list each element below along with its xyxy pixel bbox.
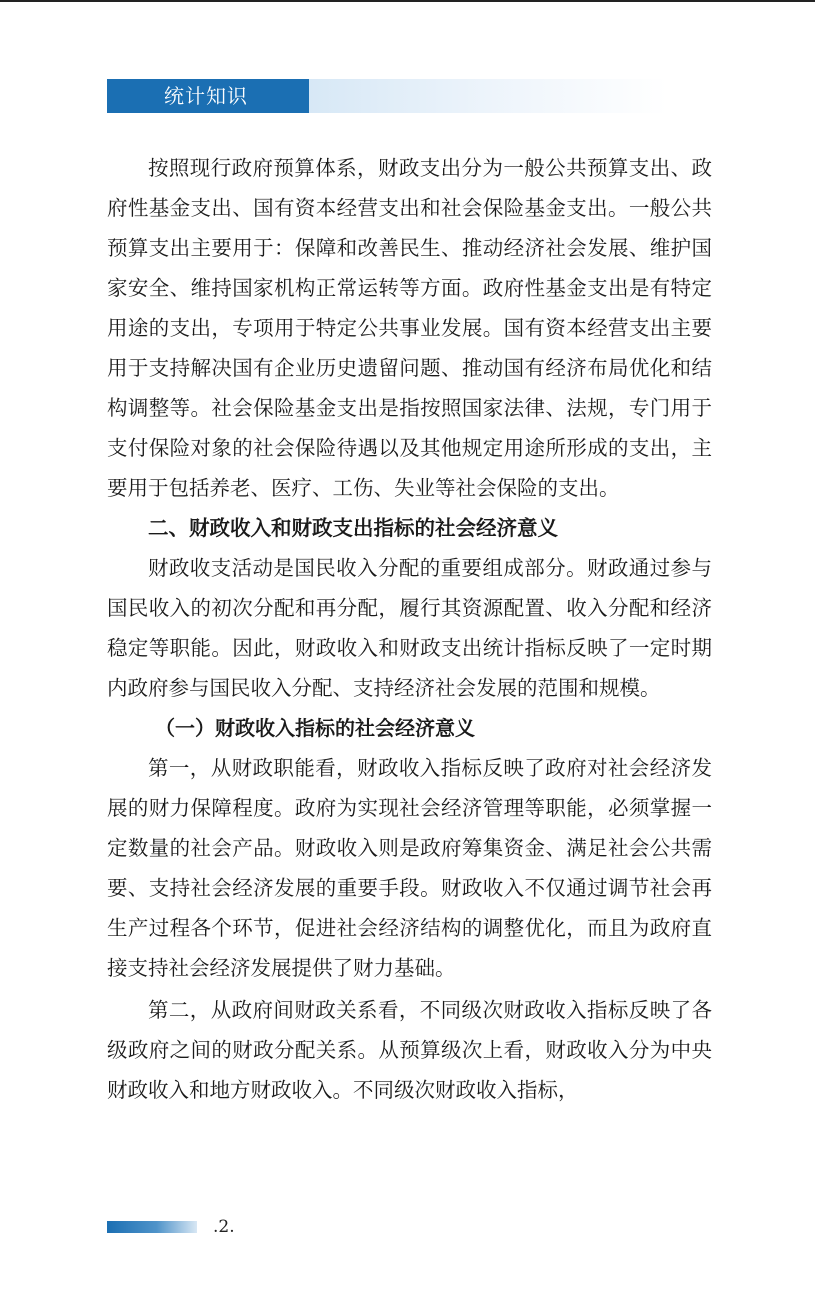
header-fade (309, 79, 667, 113)
paragraph: 按照现行政府预算体系，财政支出分为一般公共预算支出、政府性基金支出、国有资本经营支出和社会保险基金支出。一般公共预算支出主要用于：保障和改善民生、推动经济社会发展、维护国家安全、维持国家机构正常运转等方面。政府性基金支出是有特定用途的支出，专项用于特定公共事业发展。国有资本经营支出主要用于支持解决国有企业历史遗留问题、推动国有经济布局优化和结构调整等。社会保险基金支出是指按照国家法律、法规，专门用于支付保险对象的社会保险待遇以及其他规定用途所形成的支出，主要用于包括养老、医疗、工伤、失业等社会保险的支出。 (107, 156, 712, 500)
paragraph: 第一，从财政职能看，财政收入指标反映了政府对社会经济发展的财力保障程度。政府为实现社会经济管理等职能，必须掌握一定数量的社会产品。财政收入则是政府筹集资金、满足社会公共需要、支持社会经济发展的重要手段。财政收入不仅通过调节社会再生产过程各个环节，促进社会经济结构的调整优化，而且为政府直接支持社会经济发展提供了财力基础。 (107, 756, 712, 980)
paragraph: 第二，从政府间财政关系看，不同级次财政收入指标反映了各级政府之间的财政分配关系。从预算级次上看，财政收入分为中央财政收入和地方财政收入。不同级次财政收入指标， (107, 998, 712, 1102)
page-number: .2. (213, 1217, 235, 1237)
subsection-heading: （一）财政收入指标的社会经济意义 (155, 716, 475, 740)
page-footer (107, 1217, 235, 1237)
section-heading: 二、财政收入和财政支出指标的社会经济意义 (148, 516, 558, 540)
top-rule (0, 0, 815, 2)
section-header (107, 79, 667, 113)
paragraph: 财政收支活动是国民收入分配的重要组成部分。财政通过参与国民收入的初次分配和再分配，履行其资源配置、收入分配和经济稳定等职能。因此，财政收入和财政支出统计指标反映了一定时期内政府参与国民收入分配、支持经济社会发展的范围和规模。 (107, 556, 712, 700)
document-body (107, 148, 712, 1110)
section-label: 统计知识 (107, 79, 309, 113)
footer-bar (107, 1221, 197, 1233)
